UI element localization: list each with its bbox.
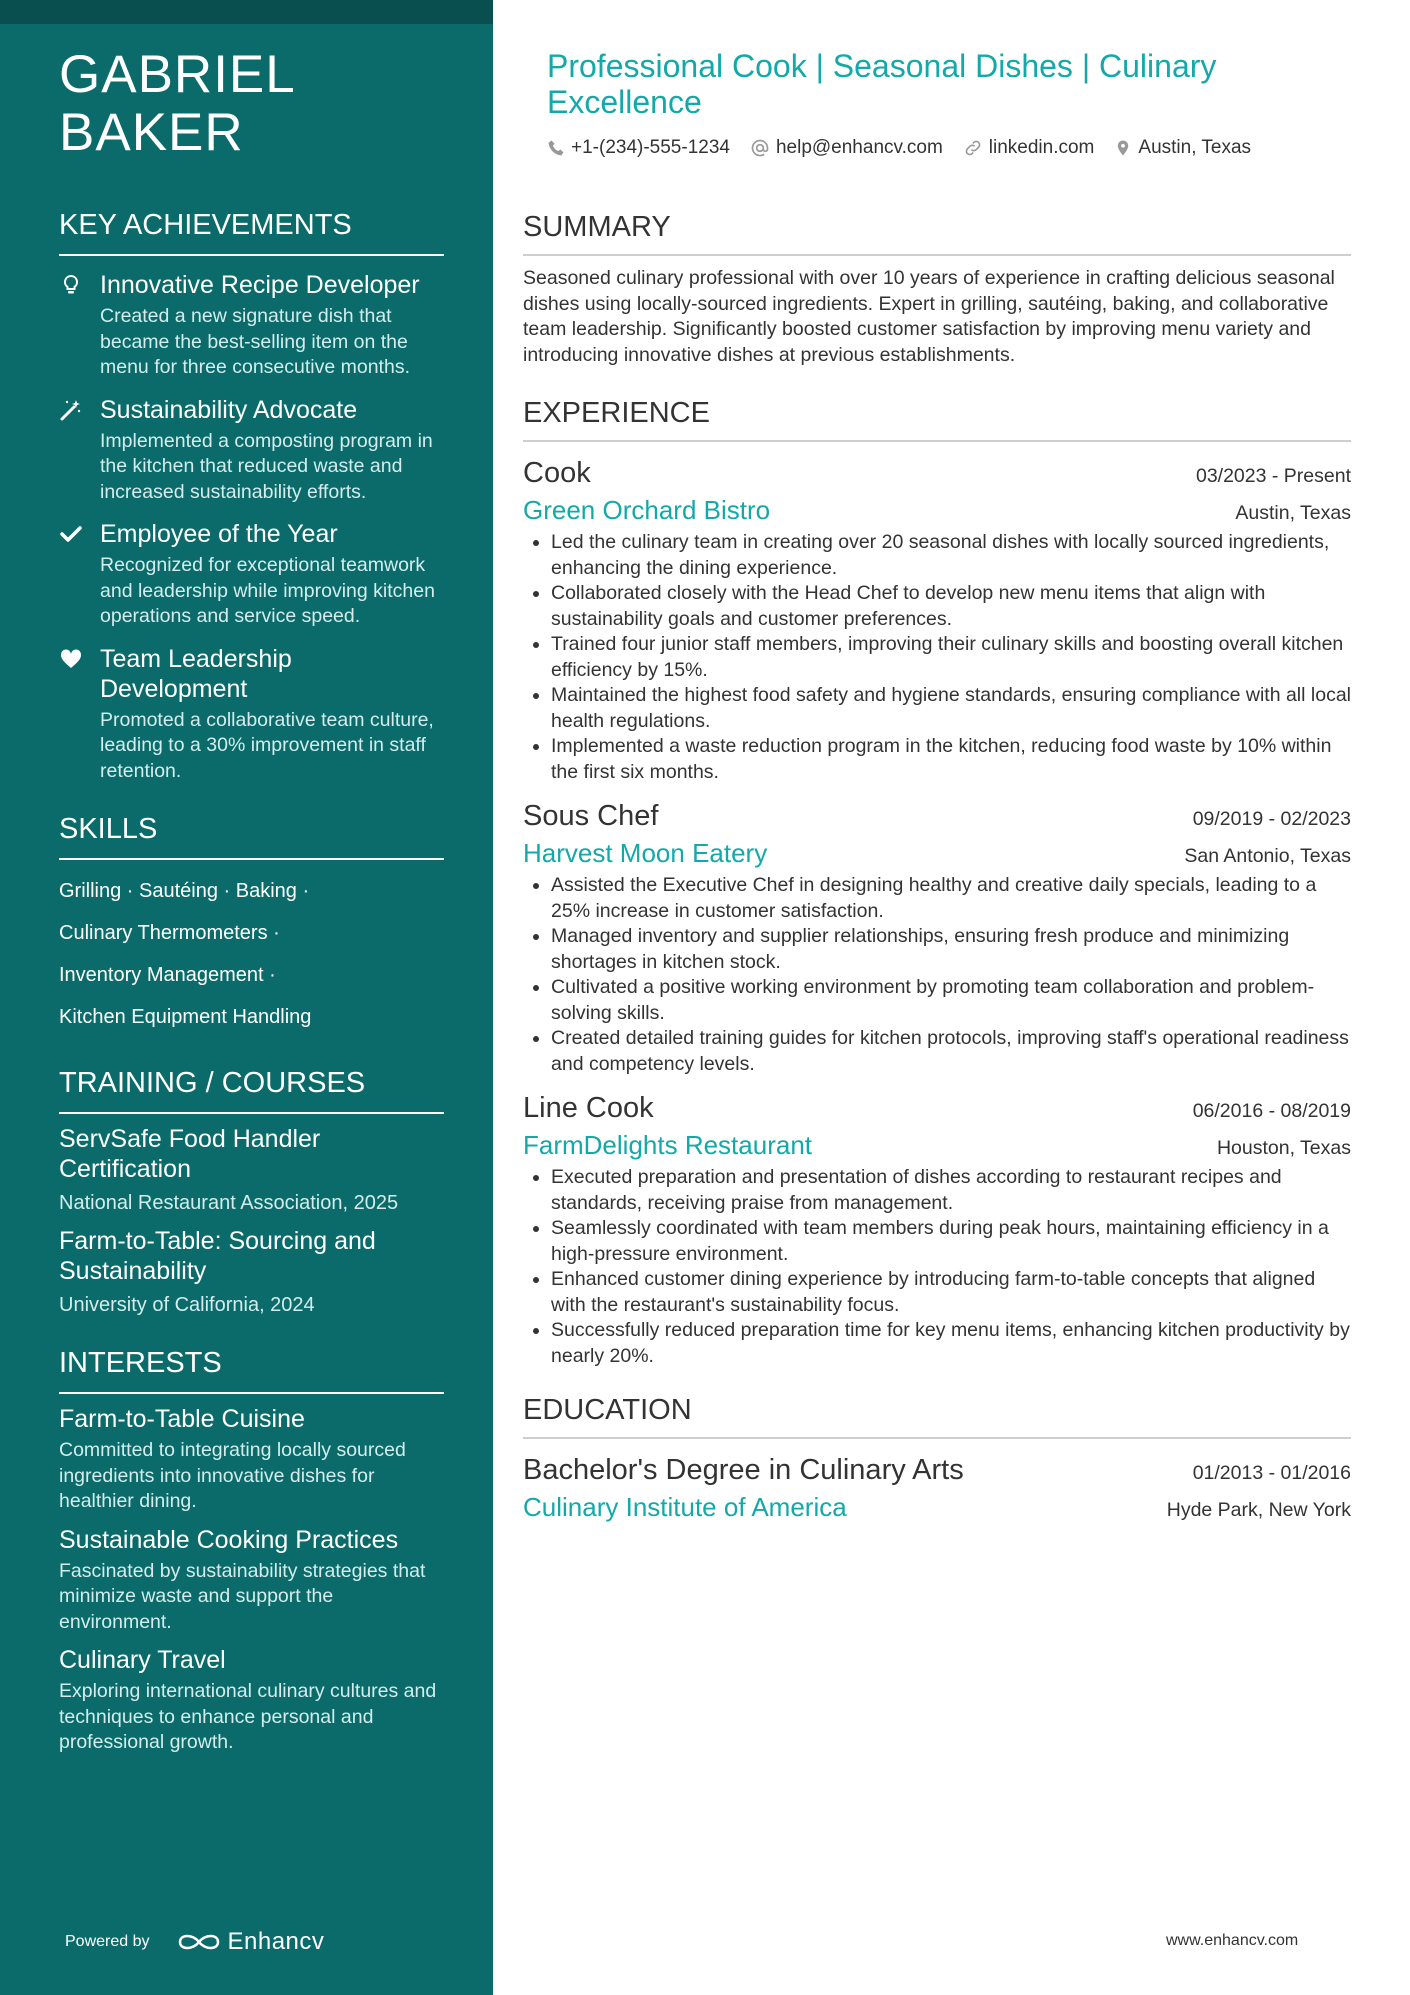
school: Culinary Institute of America [523,1492,847,1522]
bullet-item: • Executed preparation and presentation of dishes according to restaurant recipes and standards, receiving praise from management. [551,1165,1351,1216]
job-company: Harvest Moon Eatery [523,838,768,868]
training-item [59,1226,444,1318]
achievement-desc: Promoted a collaborative team culture, leading to a 30% improvement in staff retention. [100,708,434,782]
interest-item [59,1404,444,1515]
training-title: Farm-to-Table: Sourcing and Sustainability [59,1227,376,1285]
achievement-title: Sustainability Advocate [100,395,358,424]
interests-heading: INTERESTS [59,1346,444,1394]
training-item [59,1124,444,1216]
degree: Bachelor's Degree in Culinary Arts [523,1454,964,1486]
job-location: Austin, Texas [1235,502,1351,524]
job-title: Sous Chef [523,800,659,832]
skills-list [59,870,444,1038]
job-entry [523,454,1351,785]
main-content [523,210,1351,1525]
achievement-item [59,519,444,630]
achievement-title: Employee of the Year [100,520,338,548]
interest-desc: Exploring international culinary cultures and techniques to enhance personal and professional growth. [59,1680,437,1753]
interests-list [59,1404,444,1756]
bullet-item: • Seamlessly coordinated with team members during peak hours, maintaining efficiency in a high-pressure environment. [551,1216,1351,1267]
education-dates: 01/2013 - 01/2016 [1192,1462,1351,1484]
contact-linkedin[interactable] [963,137,1095,159]
school-location: Hyde Park, New York [1166,1499,1351,1521]
powered-by-label: Powered by [65,1933,150,1950]
bullet-item: • Implemented a waste reduction program in the kitchen, reducing food waste by 10% within the first six months. [551,734,1351,785]
bullet-item: • Led the culinary team in creating over 20 seasonal dishes with locally sourced ingredients, enhancing the dining experience. [551,530,1351,581]
interest-desc: Fascinated by sustainability strategies that minimize waste and support the environment. [59,1559,426,1633]
education-entry [523,1451,1351,1525]
job-entry [523,797,1351,1077]
magic-wand-icon [59,398,83,422]
achievements-list [59,270,444,784]
job-bullets [523,873,1351,1077]
bullet-item: • Collaborated closely with the Head Chef to develop new menu items that align with sustainability goals and customer preferences. [551,581,1351,632]
checkmark-icon [59,522,83,546]
phone-text: +1-(234)-555-1234 [571,137,730,158]
job-dates: 09/2019 - 02/2023 [1192,808,1351,830]
at-icon [750,138,770,158]
skill-line: Culinary Thermometers · [59,922,280,944]
achievement-desc: Created a new signature dish that became the best-selling item on the menu for three consecutive months. [100,305,410,378]
interest-title: Sustainable Cooking Practices [59,1525,399,1554]
linkedin-text: linkedin.com [988,137,1095,158]
job-dates: 06/2016 - 08/2019 [1192,1100,1351,1122]
skill-line: Grilling · Sautéing · Baking · [59,880,310,902]
training-title: ServSafe Food Handler Certification [59,1125,321,1183]
achievement-title: Team Leadership Development [100,644,292,703]
summary-heading: SUMMARY [523,210,1351,256]
interest-item [59,1645,444,1756]
contact-bar [547,137,1271,159]
email-text: help@enhancv.com [775,137,943,158]
lightbulb-icon [59,273,83,297]
skill-line: Kitchen Equipment Handling [59,1006,312,1028]
training-provider: National Restaurant Association, 2025 [59,1192,399,1214]
sidebar-top-bar [0,0,493,24]
location-pin-icon [1114,138,1132,158]
bullet-item: • Successfully reduced preparation time for key menu items, enhancing kitchen productivity by nearly 20%. [551,1318,1351,1369]
job-title: Line Cook [523,1092,654,1124]
bullet-item: • Created detailed training guides for kitchen protocols, improving staff's operational readiness and competency levels. [551,1026,1351,1077]
training-heading: TRAINING / COURSES [59,1066,444,1114]
bullet-item: • Assisted the Executive Chef in designing healthy and creative daily specials, leading to a 25% increase in customer satisfaction. [551,873,1351,924]
bullet-item: • Trained four junior staff members, improving their culinary skills and boosting overall kitchen efficiency by 15%. [551,632,1351,683]
job-company: Green Orchard Bistro [523,495,771,525]
candidate-name: GABRIEL BAKER [59,45,294,162]
footer-website[interactable]: www.enhancv.com [1166,1932,1299,1949]
link-icon [963,138,983,158]
job-title: Cook [523,457,591,489]
experience-heading: EXPERIENCE [523,396,1351,442]
achievement-item [59,644,444,785]
sidebar [0,0,493,1995]
enhancv-logo[interactable] [176,1928,325,1956]
training-list [59,1124,444,1318]
bullet-item: • Cultivated a positive working environment by promoting team collaboration and problem-solving skills. [551,975,1351,1026]
summary-text: Seasoned culinary professional with over 10 years of experience in crafting delicious seasonal dishes using locally-sourced ingredients. Expert in grilling, sautéing, baking, and collaborative team leadership. Significantly boosted customer satisfaction by improving menu variety and introducing innovative dishes at previous establishments. [523,267,1335,366]
interest-title: Farm-to-Table Cuisine [59,1405,305,1433]
job-company: FarmDelights Restaurant [523,1130,812,1160]
infinity-logo-icon [176,1930,222,1954]
bullet-item: • Enhanced customer dining experience by introducing farm-to-table concepts that aligned with the restaurant's sustainability focus. [551,1267,1351,1318]
achievement-desc: Implemented a composting program in the kitchen that reduced waste and increased sustainability efforts. [100,429,433,503]
skills-heading: SKILLS [59,812,444,860]
achievement-desc: Recognized for exceptional teamwork and leadership while improving kitchen operations and service speed. [100,554,435,627]
job-location: Houston, Texas [1216,1137,1351,1159]
interest-title: Culinary Travel [59,1646,226,1674]
heart-icon [59,647,83,671]
job-bullets [523,1165,1351,1369]
sidebar-content [59,46,444,1756]
job-dates: 03/2023 - Present [1195,465,1351,487]
education-heading: EDUCATION [523,1393,1351,1439]
location-text: Austin, Texas [1138,137,1252,158]
contact-location [1114,137,1251,159]
job-location: San Antonio, Texas [1184,845,1351,867]
training-provider: University of California, 2024 [59,1294,315,1316]
job-bullets [523,530,1351,785]
bullet-item: • Maintained the highest food safety and hygiene standards, ensuring compliance with all local health regulations. [551,683,1351,734]
headline: Professional Cook | Seasonal Dishes | Culinary Excellence [547,48,1217,120]
achievement-item [59,395,444,506]
brand-name: Enhancv [227,1928,325,1955]
job-entry [523,1089,1351,1369]
contact-phone[interactable] [547,137,730,159]
achievements-heading: KEY ACHIEVEMENTS [59,208,444,256]
achievement-title: Innovative Recipe Developer [100,271,420,299]
interest-item [59,1525,444,1636]
contact-email[interactable] [750,137,943,159]
skill-line: Inventory Management · [59,964,276,986]
bullet-item: • Managed inventory and supplier relationships, ensuring fresh produce and minimizing shortages in kitchen stock. [551,924,1351,975]
phone-icon [547,139,565,157]
achievement-item [59,270,444,381]
powered-by [65,1928,324,1956]
interest-desc: Committed to integrating locally sourced ingredients into innovative dishes for healthier dining. [59,1439,406,1512]
